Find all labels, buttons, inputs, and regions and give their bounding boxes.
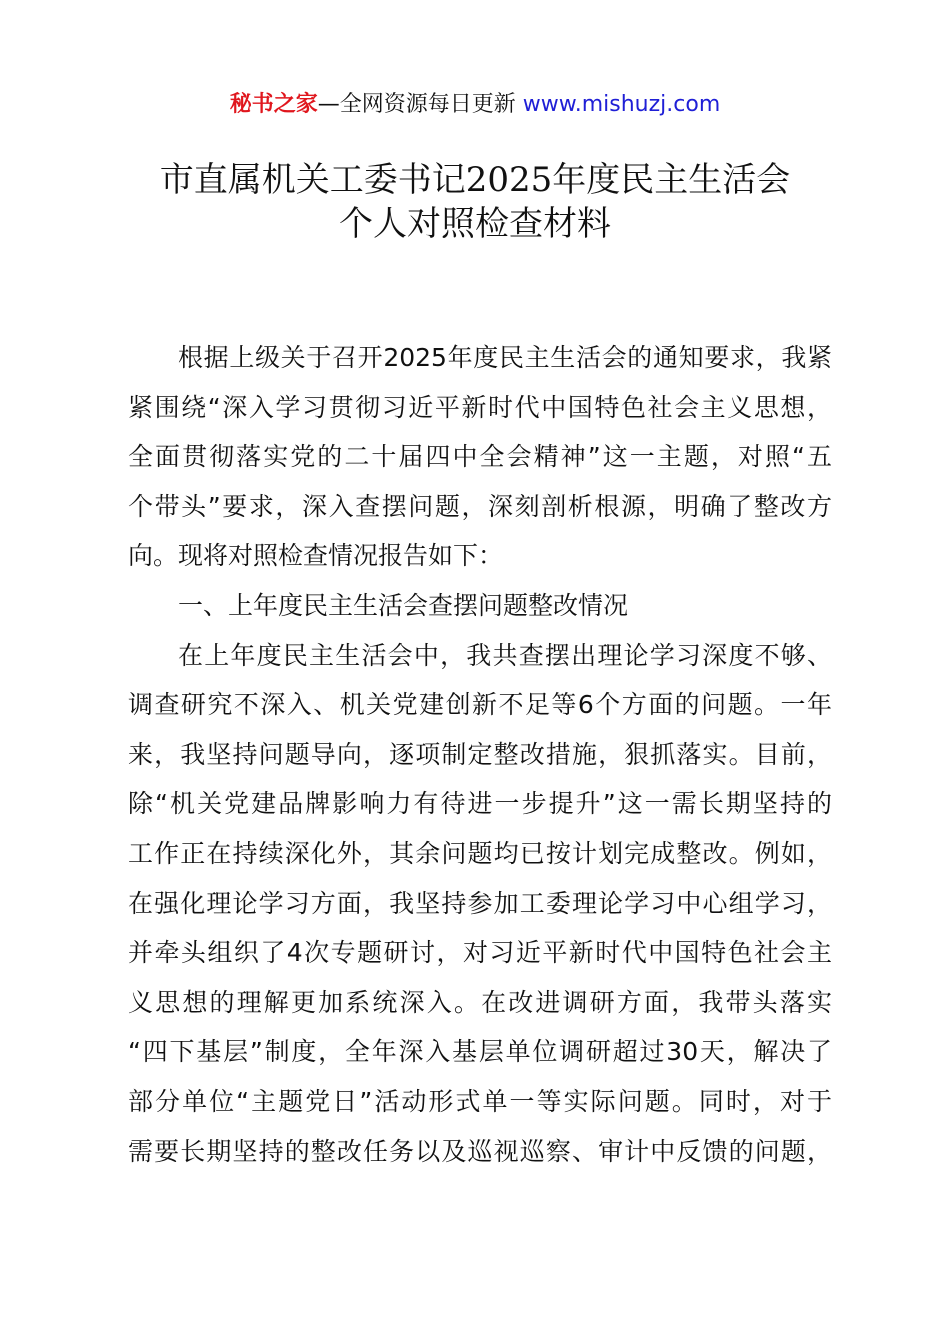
body-line: 并牵头组织了4次专题研讨，对习近平新时代中国特色社会主	[128, 938, 832, 968]
body-line: 工作正在持续深化外，其余问题均已按计划完成整改。例如，	[128, 838, 832, 868]
body-line: 根据上级关于召开2025年度民主生活会的通知要求，我紧	[178, 343, 832, 372]
body-line: “四下基层”制度，全年深入基层单位调研超过30天，解决了	[128, 1037, 832, 1067]
body-line: 来，我坚持问题导向，逐项制定整改措施，狠抓落实。目前，	[128, 739, 832, 769]
body-line: 紧围绕“深入学习贯彻习近平新时代中国特色社会主义思想，	[128, 392, 832, 422]
body-line: 义思想的理解更加系统深入。在改进调研方面，我带头落实	[128, 987, 832, 1017]
body-line: 个带头”要求，深入查摆问题，深刻剖析根源，明确了整改方	[128, 491, 832, 521]
body-line: 在强化理论学习方面，我坚持参加工委理论学习中心组学习，	[128, 888, 832, 918]
body-line: 调查研究不深入、机关党建创新不足等6个方面的问题。一年	[128, 690, 832, 720]
body-line: 全面贯彻落实党的二十届四中全会精神”这一主题，对照“五	[128, 442, 832, 472]
title-line-2: 个人对照检查材料	[339, 204, 611, 244]
section-heading: 一、上年度民主生活会查摆问题整改情况	[178, 590, 629, 620]
body-line: 部分单位“主题党日”活动形式单一等实际问题。同时，对于	[128, 1086, 832, 1116]
body-line: 在上年度民主生活会中，我共查摆出理论学习深度不够、	[178, 640, 832, 670]
title-line-1: 市直属机关工委书记2025年度民主生活会	[159, 160, 791, 200]
brand-name: 秘书之家	[229, 92, 318, 117]
body-line: 向。现将对照检查情况报告如下：	[128, 541, 504, 571]
body-line: 需要长期坚持的整改任务以及巡视巡察、审计中反馈的问题，	[128, 1136, 832, 1166]
header-tagline: —全网资源每日更新	[317, 92, 523, 117]
page-header	[0, 88, 950, 122]
document-body	[128, 333, 832, 1176]
document-title	[0, 158, 950, 246]
site-link[interactable]: www.mishuzj.com	[522, 92, 721, 117]
body-line: 除“机关党建品牌影响力有待进一步提升”这一需长期坚持的	[128, 789, 832, 819]
